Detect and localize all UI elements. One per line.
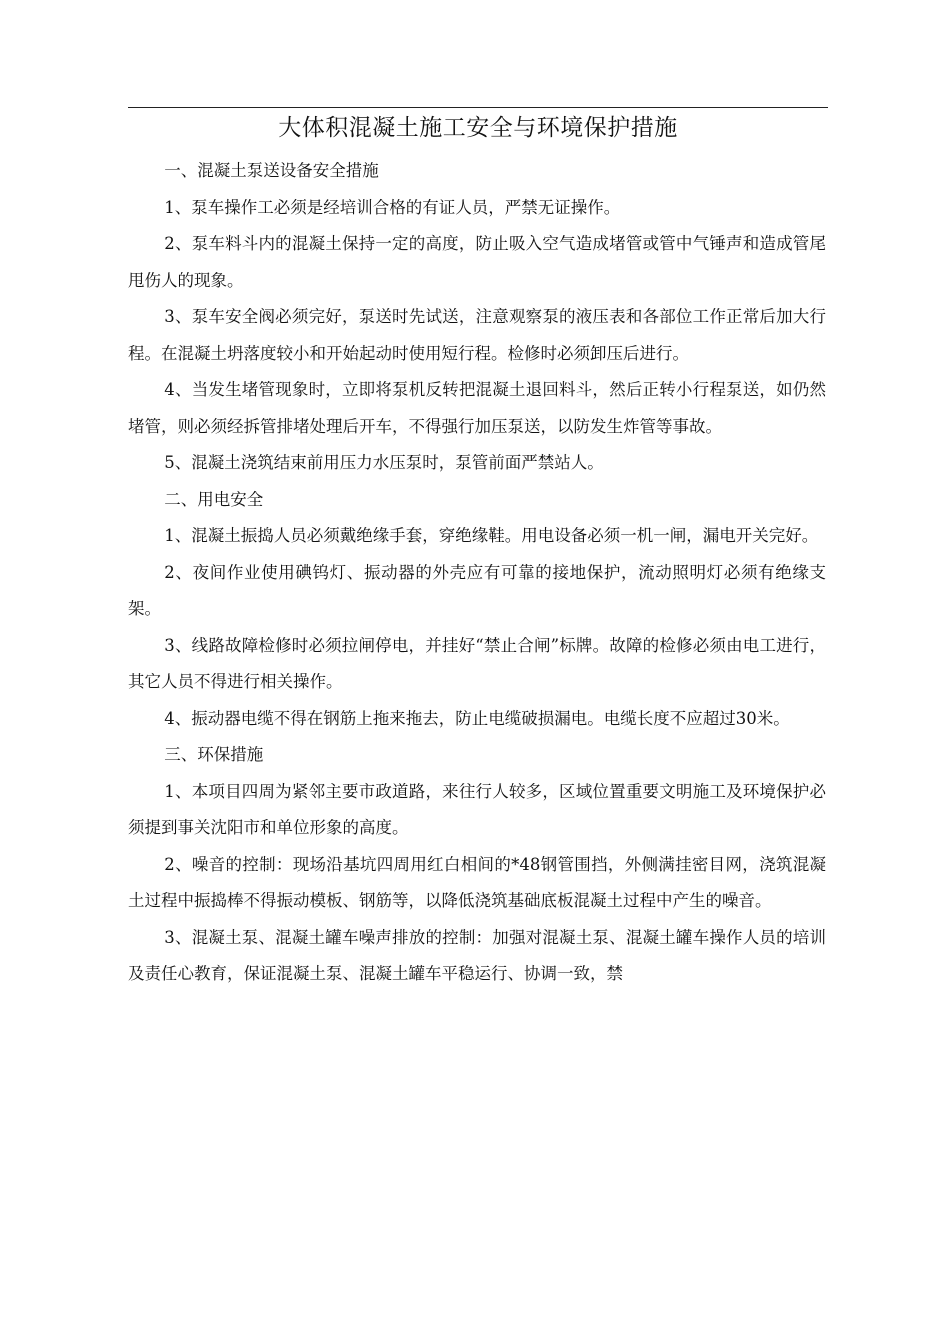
paragraph: 4、振动器电缆不得在钢筋上拖来拖去，防止电缆破损漏电。电缆长度不应超过30米。 (164, 708, 790, 728)
paragraph: 1、混凝土振捣人员必须戴绝缘手套，穿绝缘鞋。用电设备必须一机一闸，漏电开关完好。 (164, 526, 819, 545)
paragraph: 3、泵车安全阀必须完好，泵送时先试送，注意观察泵的液压表和各部位工作正常后加大行程。在混凝土坍落度较小和开始起动时使用短行程。检修时必须卸压后进行。 (128, 307, 826, 363)
paragraph: 1、泵车操作工必须是经培训合格的有证人员，严禁无证操作。 (164, 197, 621, 217)
section-heading: 三、环保措施 (164, 745, 264, 764)
paragraph: 3、混凝土泵、混凝土罐车噪声排放的控制：加强对混凝土泵、混凝土罐车操作人员的培训及责任心教育，保证混凝土泵、混凝土罐车平稳运行、协调一致，禁 (128, 927, 826, 983)
document-body (128, 153, 826, 993)
paragraph: 2、夜间作业使用碘钨灯、振动器的外壳应有可靠的接地保护，流动照明灯必须有绝缘支架。 (128, 562, 826, 618)
paragraph: 2、泵车料斗内的混凝土保持一定的高度，防止吸入空气造成堵管或管中气锤声和造成管尾甩伤人的现象。 (128, 234, 826, 290)
document-title: 大体积混凝土施工安全与环境保护措施 (278, 115, 678, 141)
header-rule (128, 107, 828, 108)
paragraph: 5、混凝土浇筑结束前用压力水压泵时，泵管前面严禁站人。 (164, 453, 604, 472)
paragraph: 1、本项目四周为紧邻主要市政道路，来往行人较多，区域位置重要文明施工及环境保护必须提到事关沈阳市和单位形象的高度。 (128, 781, 826, 837)
paragraph: 3、线路故障检修时必须拉闸停电，并挂好“禁止合闸”标牌。故障的检修必须由电工进行，其它人员不得进行相关操作。 (128, 635, 826, 691)
section-heading: 二、用电安全 (164, 489, 264, 509)
paragraph: 2、噪音的控制：现场沿基坑四周用红白相间的*48钢管围挡，外侧满挂密目网，浇筑混凝土过程中振捣棒不得振动模板、钢筋等，以降低浇筑基础底板混凝土过程中产生的噪音。 (128, 854, 826, 910)
section-heading: 一、混凝土泵送设备安全措施 (164, 161, 379, 180)
paragraph: 4、当发生堵管现象时，立即将泵机反转把混凝土退回料斗，然后正转小行程泵送，如仍然堵管，则必须经拆管排堵处理后开车，不得强行加压泵送，以防发生炸管等事故。 (128, 380, 826, 436)
